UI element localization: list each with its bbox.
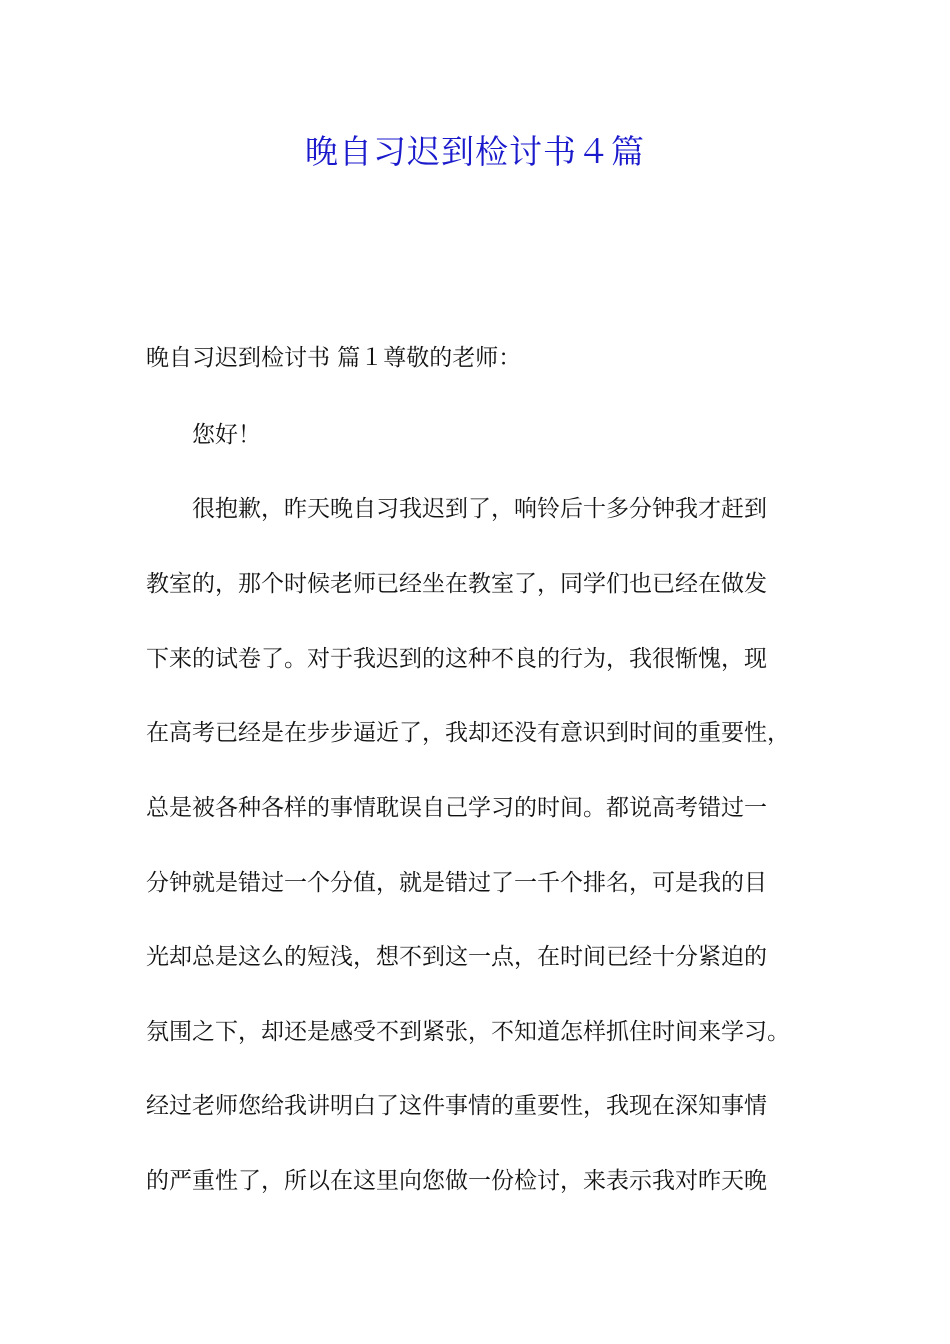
body-line: 光却总是这么的短浅，想不到这一点，在时间已经十分紧迫的 bbox=[146, 944, 767, 970]
body-line: 经过老师您给我讲明白了这件事情的重要性，我现在深知事情 bbox=[146, 1093, 767, 1119]
greeting-line: 您好！ bbox=[192, 422, 261, 448]
body-line: 的严重性了，所以在这里向您做一份检讨，来表示我对昨天晚 bbox=[146, 1168, 767, 1194]
body-line: 总是被各种各样的事情耽误自己学习的时间。都说高考错过一 bbox=[146, 795, 767, 821]
heading-line: 晚自习迟到检讨书 篇１尊敬的老师： bbox=[146, 345, 522, 371]
body-line: 氛围之下，却还是感受不到紧张，不知道怎样抓住时间来学习。 bbox=[146, 1019, 790, 1045]
body-line: 教室的，那个时候老师已经坐在教室了，同学们也已经在做发 bbox=[146, 571, 767, 597]
body-line: 很抱歉，昨天晚自习我迟到了，响铃后十多分钟我才赶到 bbox=[192, 496, 767, 522]
body-line: 分钟就是错过一个分值，就是错过了一千个排名，可是我的目 bbox=[146, 870, 767, 896]
document-title: 晚自习迟到检讨书４篇 bbox=[305, 132, 645, 171]
body-line: 在高考已经是在步步逼近了，我却还没有意识到时间的重要性， bbox=[146, 720, 790, 746]
body-line: 下来的试卷了。对于我迟到的这种不良的行为，我很惭愧，现 bbox=[146, 646, 767, 672]
